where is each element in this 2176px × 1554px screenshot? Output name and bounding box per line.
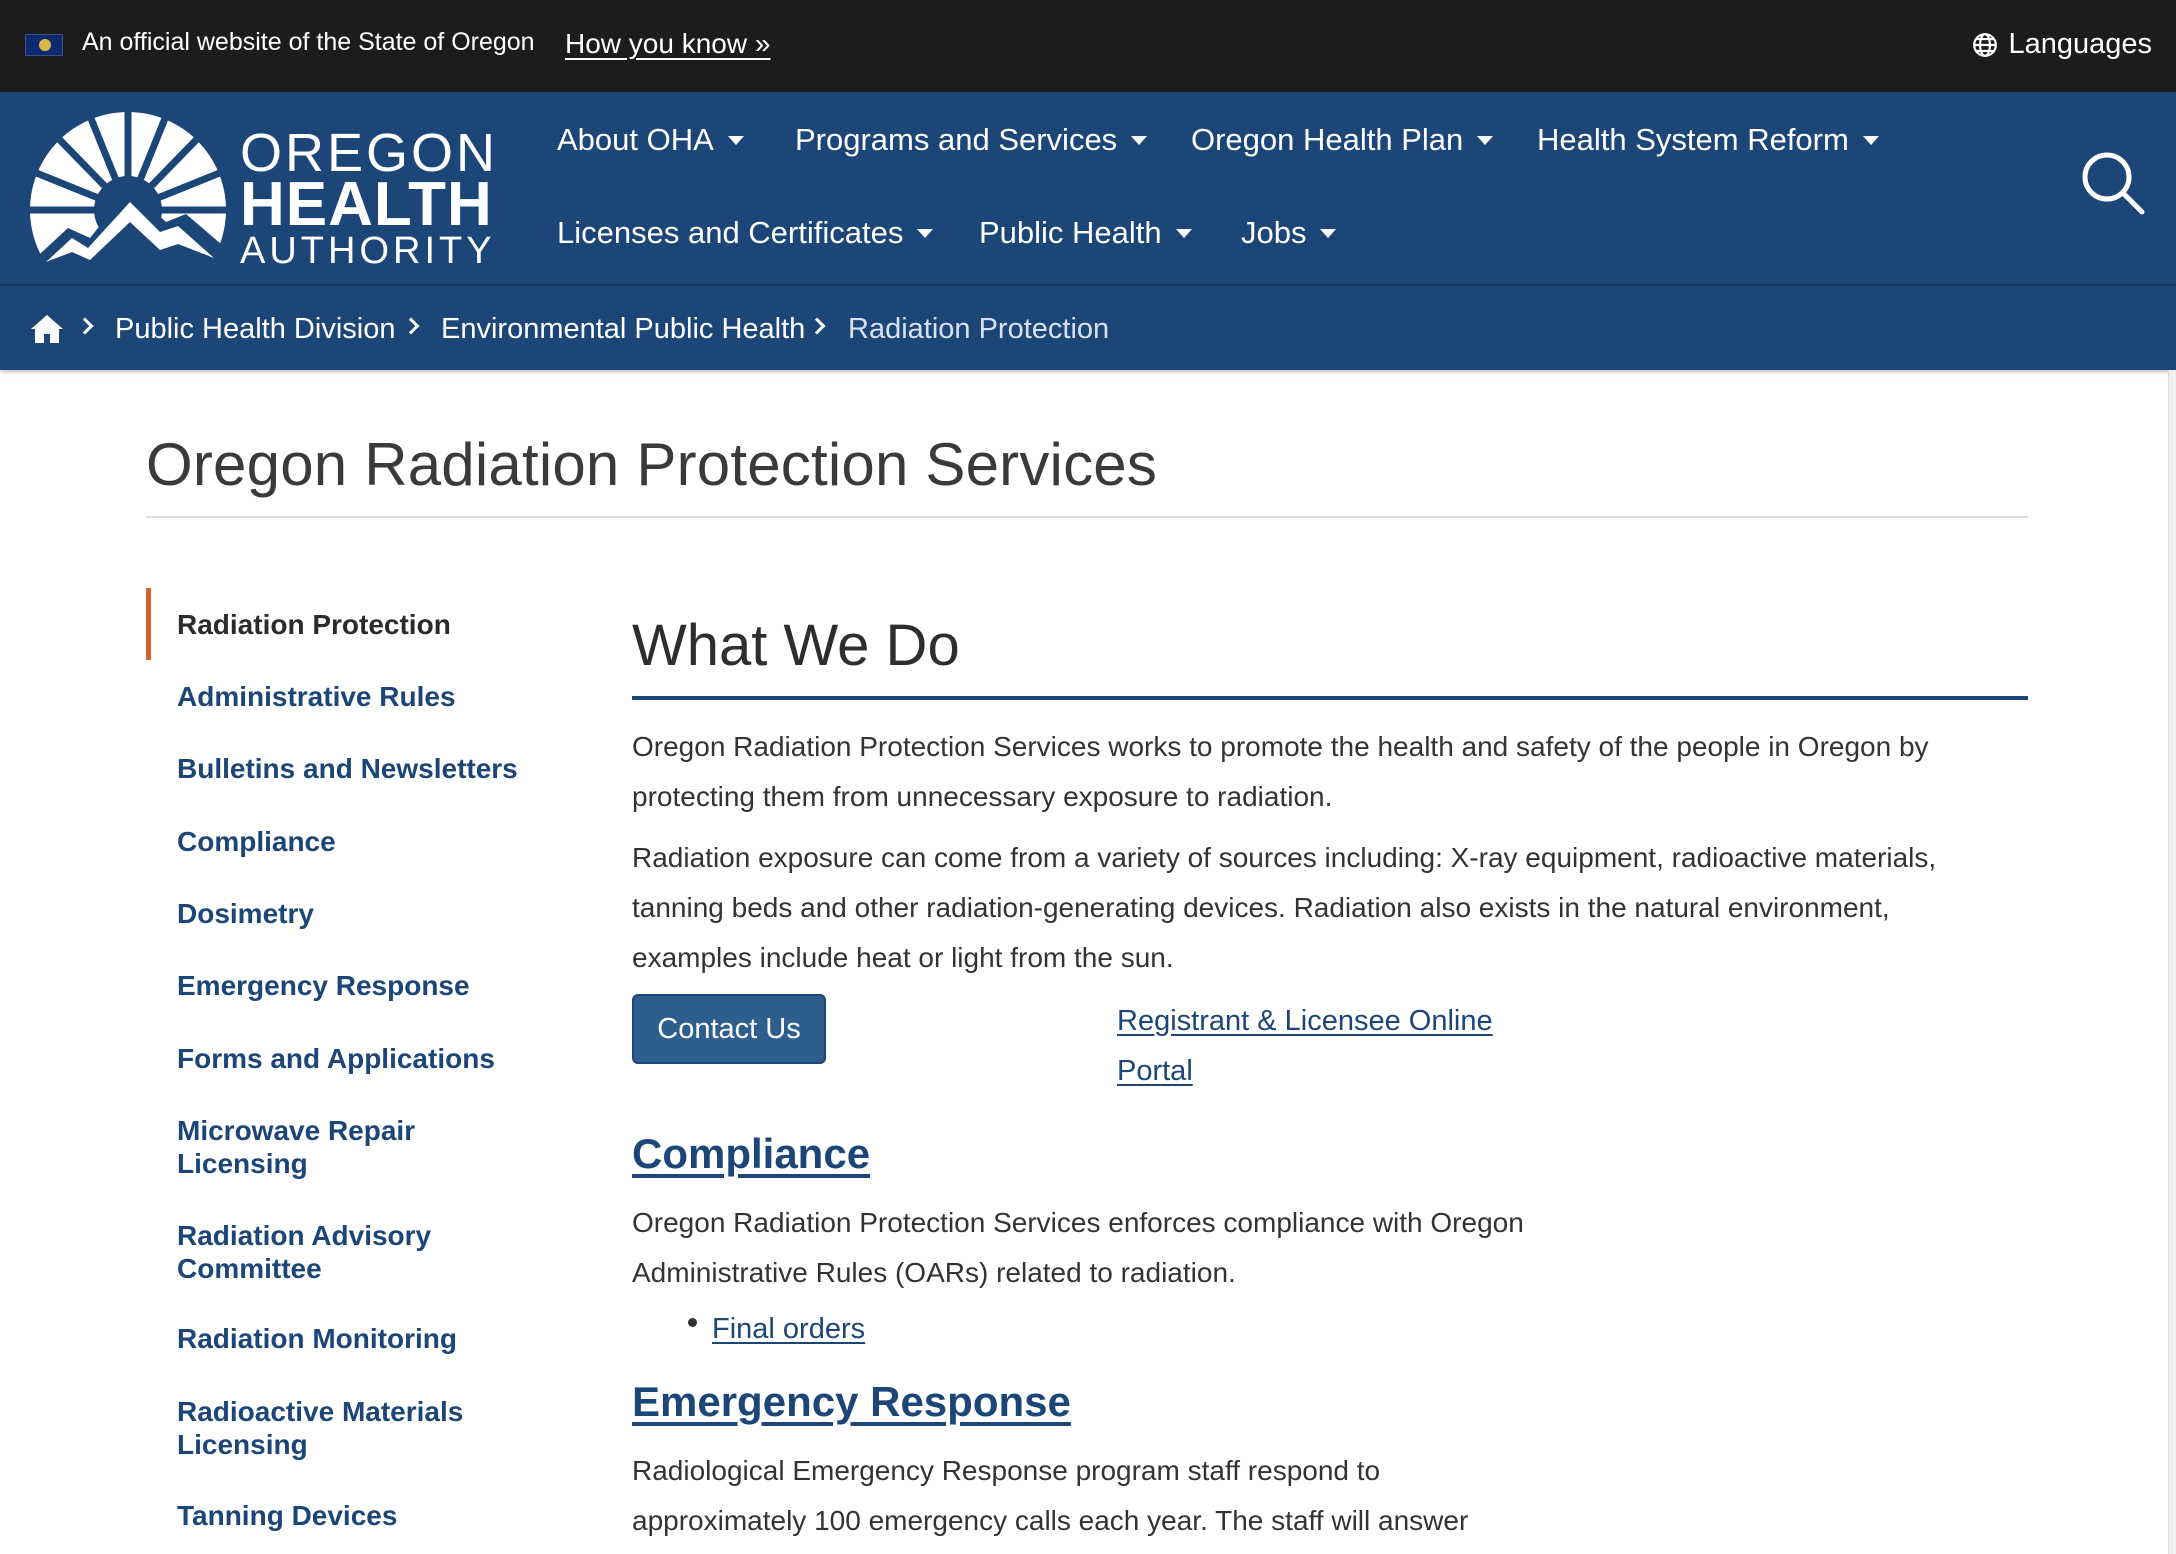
sidebar-item-radioactive-materials-licensing[interactable]: Radioactive Materials Licensing [177, 1396, 464, 1460]
sidebar-item-radiation-monitoring[interactable]: Radiation Monitoring [177, 1323, 457, 1354]
nav-jobs[interactable] [1241, 215, 1336, 251]
page-title: Oregon Radiation Protection Services [146, 431, 1158, 498]
contact-us-button[interactable]: Contact Us [632, 994, 826, 1064]
compliance-paragraph: Oregon Radiation Protection Services enforces compliance with Oregon Administrative Rules (OARs) related to radiation. [632, 1207, 1524, 1288]
active-item-marker [146, 588, 151, 660]
chevron-right-icon [809, 318, 826, 335]
nav-label: Programs and Services [795, 122, 1118, 157]
sidebar-item-emergency-response[interactable]: Emergency Response [177, 970, 470, 1001]
sidebar-item-administrative-rules[interactable]: Administrative Rules [177, 681, 456, 712]
nav-label: Licenses and Certificates [557, 215, 904, 250]
sidebar-item-radiation-advisory-committee[interactable]: Radiation Advisory Committee [177, 1220, 432, 1284]
sunburst-mountain-logo-icon [28, 110, 228, 265]
intro-paragraph-1: Oregon Radiation Protection Services works to promote the health and safety of the people in Oregon by protecting them from unnecessary exposure to radiation. [632, 731, 1929, 812]
oha-logo[interactable] [28, 110, 498, 270]
sidebar-item-compliance[interactable]: Compliance [177, 826, 336, 857]
nav-licenses-and-certificates[interactable] [557, 215, 933, 251]
how-you-know-link[interactable]: How you know » [565, 28, 771, 59]
caret-down-icon [1176, 229, 1192, 238]
logo-oregon-text: OREGON [240, 123, 499, 183]
compliance-heading-link[interactable]: Compliance [632, 1130, 871, 1177]
home-icon[interactable] [30, 314, 64, 344]
official-banner [0, 0, 2176, 92]
breadcrumb-public-health-division[interactable]: Public Health Division [115, 313, 396, 345]
languages-button[interactable] [1972, 28, 2152, 61]
nav-about-oha[interactable] [557, 122, 744, 158]
nav-health-system-reform[interactable] [1537, 122, 1879, 158]
emergency-response-heading-link[interactable]: Emergency Response [632, 1378, 1071, 1425]
breadcrumb [0, 284, 2176, 370]
sidebar-item-dosimetry[interactable]: Dosimetry [177, 898, 314, 929]
heading-underline [632, 696, 2028, 700]
nav-label: Health System Reform [1537, 122, 1849, 157]
caret-down-icon [1477, 136, 1493, 145]
sidebar-item-bulletins-and-newsletters[interactable]: Bulletins and Newsletters [177, 753, 518, 784]
search-button[interactable] [2080, 150, 2146, 216]
registrant-licensee-portal-link[interactable]: Registrant & Licensee Online Portal [1117, 1005, 1493, 1087]
logo-health-text: HEALTH [240, 170, 493, 239]
logo-authority-text: AUTHORITY [240, 230, 496, 272]
caret-down-icon [1131, 136, 1147, 145]
site-header [0, 92, 2176, 284]
nav-label: Oregon Health Plan [1191, 122, 1464, 157]
caret-down-icon [1863, 136, 1879, 145]
sidebar-item-tanning-devices[interactable]: Tanning Devices [177, 1500, 398, 1531]
sidebar-item-forms-and-applications[interactable]: Forms and Applications [177, 1043, 495, 1074]
final-orders-link[interactable]: Final orders [712, 1313, 866, 1345]
caret-down-icon [1320, 229, 1336, 238]
languages-label: Languages [2008, 28, 2152, 60]
nav-label: About OHA [557, 122, 714, 157]
sidebar-item-microwave-repair-licensing[interactable]: Microwave Repair Licensing [177, 1115, 416, 1179]
globe-icon [1972, 32, 1998, 58]
sidebar-item-radiation-protection[interactable]: Radiation Protection [177, 609, 451, 640]
chevron-right-icon [77, 318, 94, 335]
nav-programs-and-services[interactable] [795, 122, 1147, 158]
breadcrumb-current-page: Radiation Protection [848, 313, 1110, 345]
page-scrollbar[interactable] [2168, 370, 2176, 1554]
intro-paragraph-2: Radiation exposure can come from a variety of sources including: X-ray equipment, radioactive materials, tanning beds and other radiation-generating devices. Radiation also exists in the natural environment, examples include heat or light from the sun. [632, 842, 1937, 973]
emergency-response-paragraph: Radiological Emergency Response program staff respond to approximately 100 emergency calls each year. The staff will answer [632, 1455, 1469, 1536]
title-divider [146, 516, 2028, 518]
what-we-do-heading: What We Do [632, 613, 960, 678]
oregon-flag-icon [25, 34, 63, 56]
search-icon [2080, 150, 2146, 216]
nav-label: Public Health [979, 215, 1162, 250]
nav-public-health[interactable] [979, 215, 1192, 251]
nav-oregon-health-plan[interactable] [1191, 122, 1493, 158]
chevron-right-icon [403, 318, 420, 335]
breadcrumb-environmental-public-health[interactable]: Environmental Public Health [441, 313, 806, 345]
official-website-text: An official website of the State of Oregon [82, 28, 535, 56]
caret-down-icon [917, 229, 933, 238]
caret-down-icon [728, 136, 744, 145]
list-bullet [688, 1318, 697, 1327]
nav-label: Jobs [1241, 215, 1307, 250]
